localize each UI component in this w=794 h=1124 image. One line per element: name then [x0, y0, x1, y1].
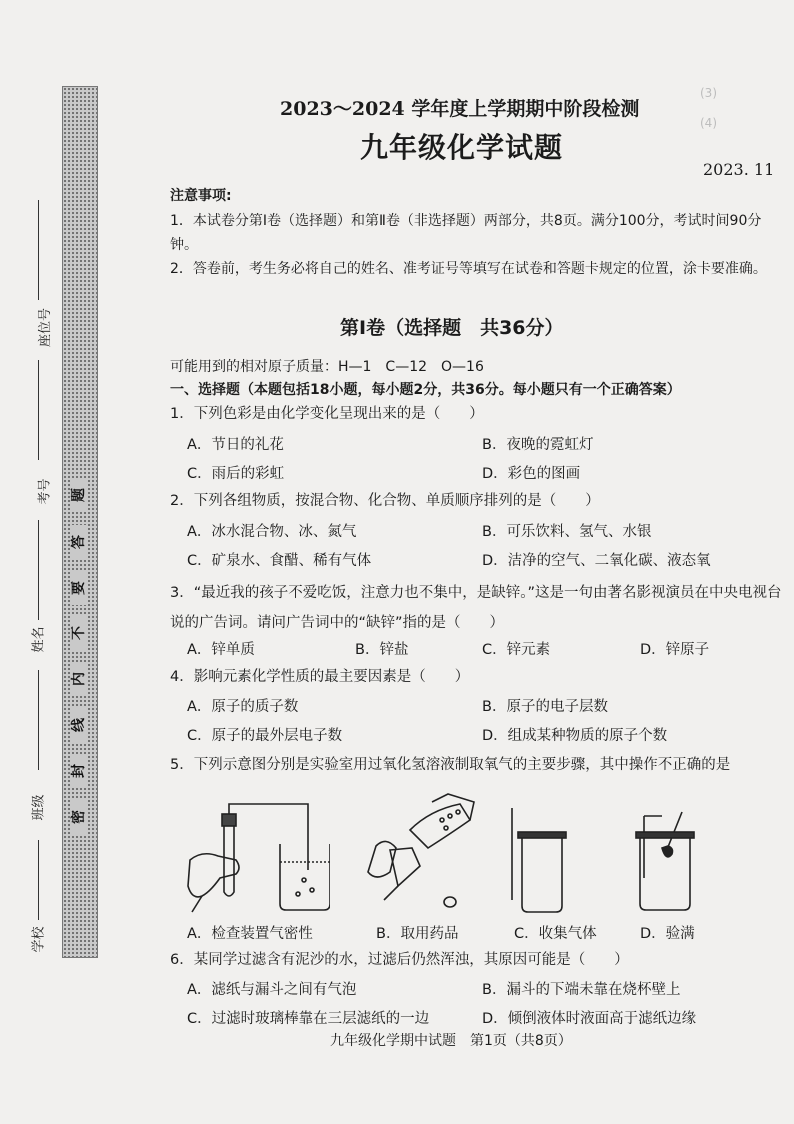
option-d: D．洁净的空气、二氧化碳、液态氧 [482, 553, 711, 569]
class-label: 班级 [31, 794, 47, 821]
exam-number-label: 考号 [37, 478, 53, 505]
question-stem: 5．下列示意图分别是实验室用过氧化氢溶液制取氧气的主要步骤，其中操作不正确的是 [170, 757, 731, 773]
seal-char: 要 [70, 571, 88, 605]
seal-char: 封 [70, 754, 88, 788]
option-b: B．漏斗的下端未靠在烧杯壁上 [482, 982, 681, 998]
term-title: 2023～2024 学年度上学期期中阶段检测 [280, 98, 640, 120]
apparatus-test-full-figure [632, 808, 702, 913]
notice-item: 2．答卷前，考生务必将自己的姓名、准考证号等填写在试卷和答题卡规定的位置，涂卡要准确。 [170, 261, 767, 277]
notice-item: 1．本试卷分第Ⅰ卷（选择题）和第Ⅱ卷（非选择题）两部分，共8页。满分100分，考试时间90分钟。 [170, 213, 762, 253]
option-a: A．滤纸与漏斗之间有气泡 [187, 982, 357, 998]
page-footer: 九年级化学期中试题 第1页（共8页） [330, 1033, 572, 1049]
option-c: C．原子的最外层电子数 [187, 728, 343, 744]
option-d: D．彩色的图画 [482, 466, 581, 482]
option-a: A．检查装置气密性 [187, 926, 313, 942]
option-c: C．矿泉水、食醋、稀有气体 [187, 553, 372, 569]
seal-char: 题 [70, 478, 88, 512]
seal-char: 内 [70, 662, 88, 696]
question-stem: 4．影响元素化学性质的最主要因素是（ ） [170, 669, 470, 685]
exam-date: 2023. 11 [703, 160, 775, 179]
option-d: D．锌原子 [640, 642, 710, 658]
option-a: A．冰水混合物、冰、氮气 [187, 524, 357, 540]
school-label: 学校 [31, 926, 47, 953]
notice-title: 注意事项: [170, 188, 232, 204]
option-d: D．组成某种物质的原子个数 [482, 728, 668, 744]
part-title: 一、选择题（本题包括18小题，每小题2分，共36分。每小题只有一个正确答案） [170, 382, 681, 398]
option-c: C．收集气体 [514, 926, 597, 942]
option-c: C．过滤时玻璃棒靠在三层滤纸的一边 [187, 1011, 430, 1027]
option-b: B．夜晚的霓虹灯 [482, 437, 594, 453]
seal-char: 不 [70, 616, 88, 650]
option-d: D．倾倒液体时液面高于滤纸边缘 [482, 1011, 697, 1027]
option-c: C．雨后的彩虹 [187, 466, 285, 482]
question-stem: 2．下列各组物质，按混合物、化合物、单质顺序排列的是（ ） [170, 493, 600, 509]
atomic-mass-line: 可能用到的相对原子质量：H—1 C—12 O—16 [170, 359, 484, 375]
bleed-through-text: (3) [700, 86, 717, 100]
fill-line [38, 670, 39, 770]
seat-number-label: 座位号 [38, 307, 54, 348]
seal-char: 线 [70, 708, 88, 742]
option-d: D．验满 [640, 926, 695, 942]
apparatus-collect-gas-figure [500, 808, 570, 913]
option-b: B．锌盐 [355, 642, 409, 658]
bleed-through-text: (4) [700, 116, 717, 130]
option-c: C．锌元素 [482, 642, 551, 658]
seal-line-text [62, 86, 96, 956]
question-stem: 1．下列色彩是由化学变化呈现出来的是（ ） [170, 406, 484, 422]
question-stem: 6．某同学过滤含有泥沙的水，过滤后仍然浑浊，其原因可能是（ ） [170, 952, 629, 968]
seal-char: 答 [70, 525, 88, 559]
name-label: 姓名 [31, 626, 47, 653]
fill-line [38, 360, 39, 460]
apparatus-take-chemical-figure [350, 790, 480, 915]
option-a: A．锌单质 [187, 642, 255, 658]
option-a: A．原子的质子数 [187, 699, 299, 715]
section-title: 第Ⅰ卷（选择题 共36分） [340, 317, 564, 339]
question-stem: 3．“最近我的孩子不爱吃饭，注意力也不集中，是缺锌。”这是一句由著名影视演员在中央电视台说的广告词。请问广告词中的“缺锌”指的是（ ） [170, 585, 782, 631]
fill-line [38, 200, 39, 300]
exam-title: 九年级化学试题 [360, 131, 564, 164]
option-a: A．节日的礼花 [187, 437, 284, 453]
option-b: B．原子的电子层数 [482, 699, 608, 715]
seal-char: 密 [70, 800, 88, 834]
fill-line [38, 520, 39, 620]
option-b: B．取用药品 [376, 926, 459, 942]
apparatus-airtightness-figure [180, 800, 330, 915]
fill-line [38, 840, 39, 920]
option-b: B．可乐饮料、氢气、水银 [482, 524, 652, 540]
